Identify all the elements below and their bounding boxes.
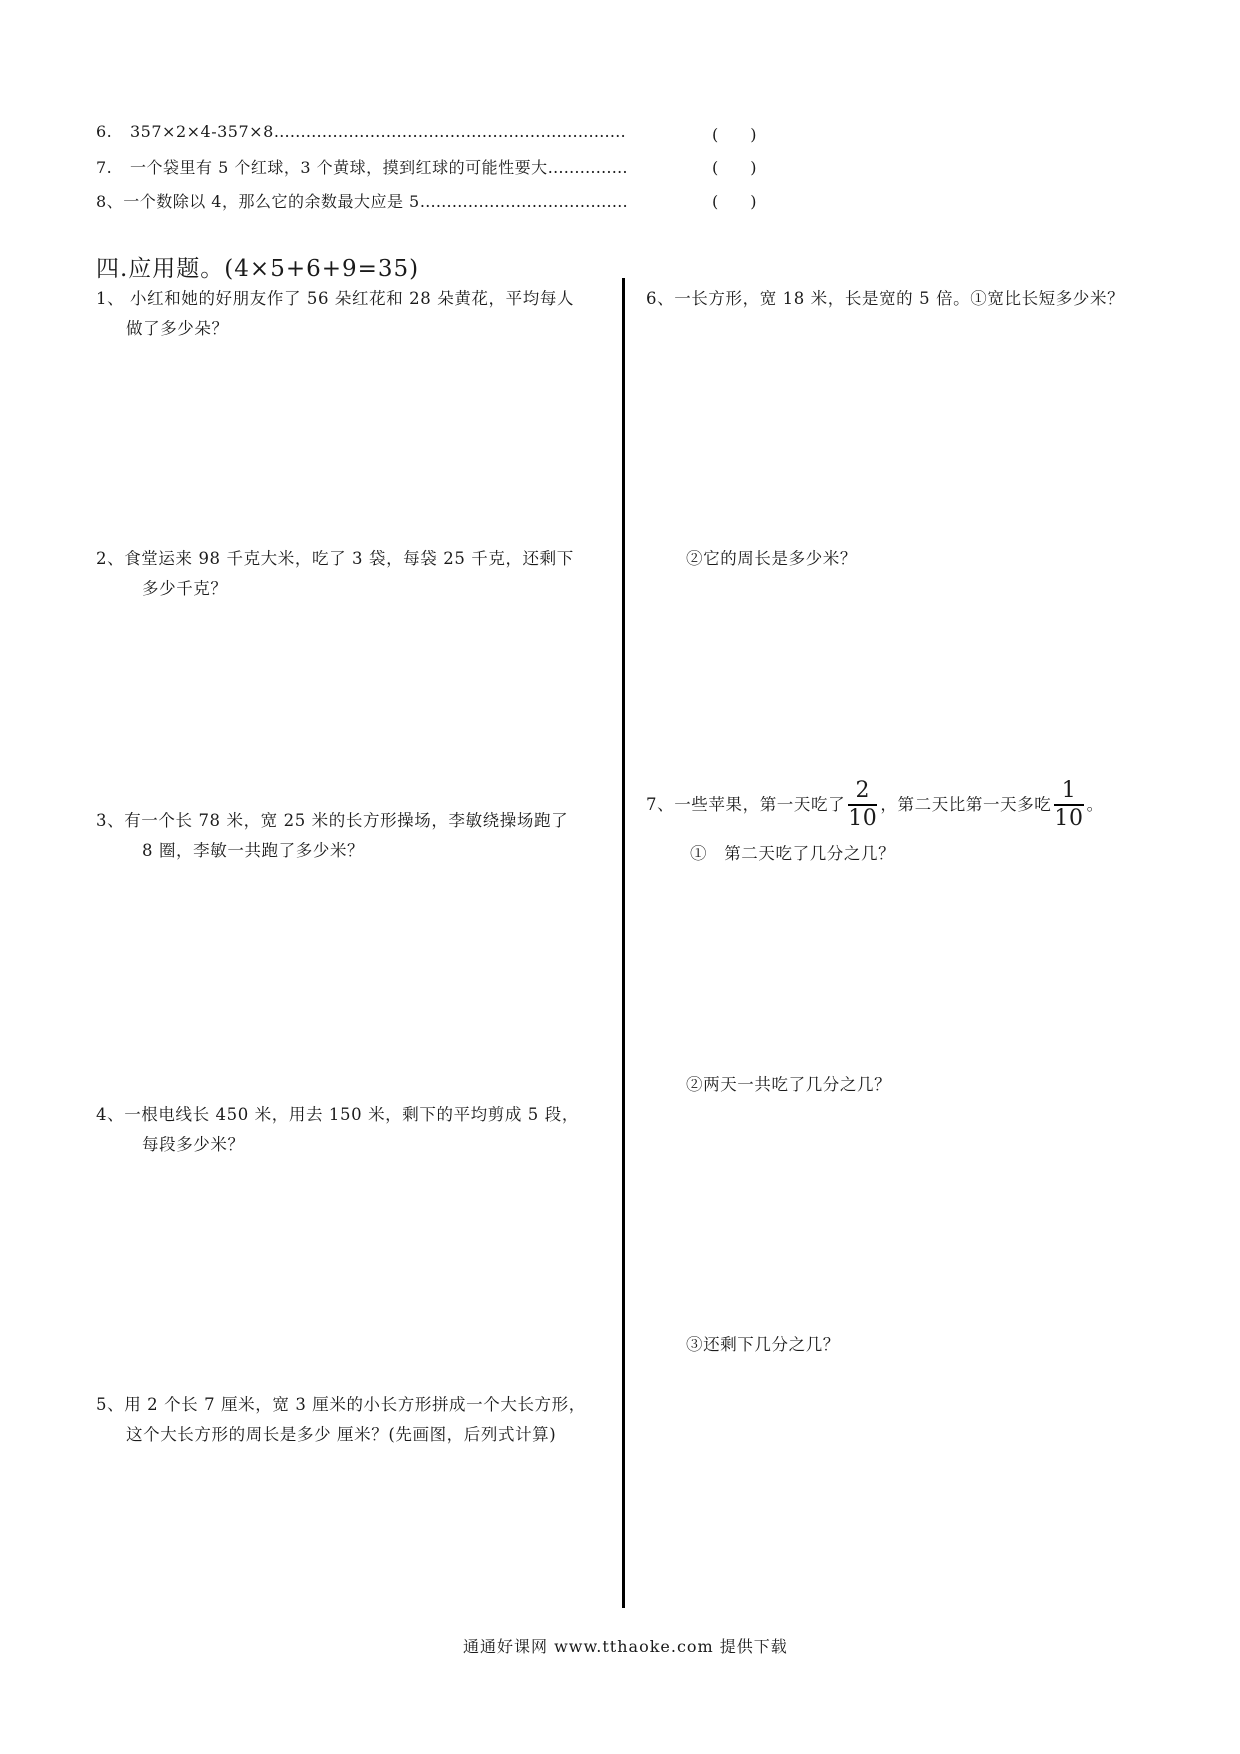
tf-text: 一个袋里有 5 个红球，3 个黄球，摸到红球的可能性要大	[130, 158, 548, 177]
question-text: ，第二天比第一天多吃	[880, 795, 1052, 814]
question-text: 3、有一个长 78 米，宽 25 米的长方形操场，李敏绕操场跑了	[96, 811, 569, 830]
tf-number: 7.	[96, 158, 113, 177]
question-3	[96, 806, 568, 866]
question-text-cont: 每段多少米？	[142, 1135, 245, 1154]
section-title: 四.应用题。(4×5+6+9=35)	[96, 256, 420, 282]
tf-item-6	[96, 122, 626, 141]
question-6-part-2: ②它的周长是多少米？	[686, 549, 857, 568]
answer-bracket: ( )	[712, 192, 757, 211]
answer-bracket: ( )	[712, 125, 757, 144]
question-text: 1、 小红和她的好朋友作了 56 朵红花和 28 朵黄花，平均每人	[96, 289, 575, 308]
question-7-part-3: ③还剩下几分之几？	[686, 1335, 840, 1354]
fraction-numerator: 2	[855, 778, 871, 803]
tf-number: 6.	[96, 122, 113, 141]
tf-text: 一个数除以 4，那么它的余数最大应是 5	[123, 192, 420, 211]
question-text: 4、一根电线长 450 米，用去 150 米，剩下的平均剪成 5 段，	[96, 1105, 579, 1124]
question-text: 2、食堂运来 98 千克大米，吃了 3 袋，每袋 25 千克，还剩下	[96, 549, 574, 568]
question-text: 7、一些苹果，第一天吃了	[646, 795, 846, 814]
footer-credit: 通通好课网 www.tthaoke.com 提供下载	[463, 1637, 788, 1656]
question-text-cont: 多少千克？	[142, 579, 228, 598]
question-7-part-2: ②两天一共吃了几分之几？	[686, 1075, 892, 1094]
fraction-denominator: 10	[1054, 806, 1084, 831]
question-1	[96, 284, 574, 344]
fraction-one-tenth	[1054, 778, 1083, 832]
fraction-numerator: 1	[1061, 778, 1077, 803]
fraction-denominator: 10	[848, 806, 878, 831]
question-text-cont: 8 圈，李敏一共跑了多少米？	[142, 841, 365, 860]
tf-leader-dots: …………………………………………………………	[273, 122, 626, 141]
answer-bracket: ( )	[712, 158, 757, 177]
fraction-two-tenths	[848, 778, 877, 832]
question-7-part-1: ① 第二天吃了几分之几？	[690, 844, 896, 863]
question-text: 。	[1086, 795, 1104, 814]
tf-leader-dots: …………………………………	[419, 192, 628, 211]
tf-leader-dots: ……………	[547, 158, 628, 177]
column-divider	[622, 278, 625, 1608]
question-5	[96, 1390, 586, 1450]
question-7	[646, 778, 1104, 832]
tf-item-7	[96, 155, 628, 178]
question-6: 6、一长方形，宽 18 米，长是宽的 5 倍。①宽比长短多少米？	[646, 289, 1125, 308]
tf-text: 357×2×4-357×8	[130, 122, 274, 141]
question-4	[96, 1100, 579, 1160]
tf-number: 8、	[96, 192, 124, 211]
question-text-cont: 做了多少朵？	[126, 319, 229, 338]
question-text: 5、用 2 个长 7 厘米，宽 3 厘米的小长方形拼成一个大长方形，	[96, 1395, 586, 1414]
question-text-cont: 这个大长方形的周长是多少 厘米？(先画图，后列式计算)	[126, 1425, 557, 1444]
tf-item-8	[96, 189, 628, 212]
question-2	[96, 544, 574, 604]
